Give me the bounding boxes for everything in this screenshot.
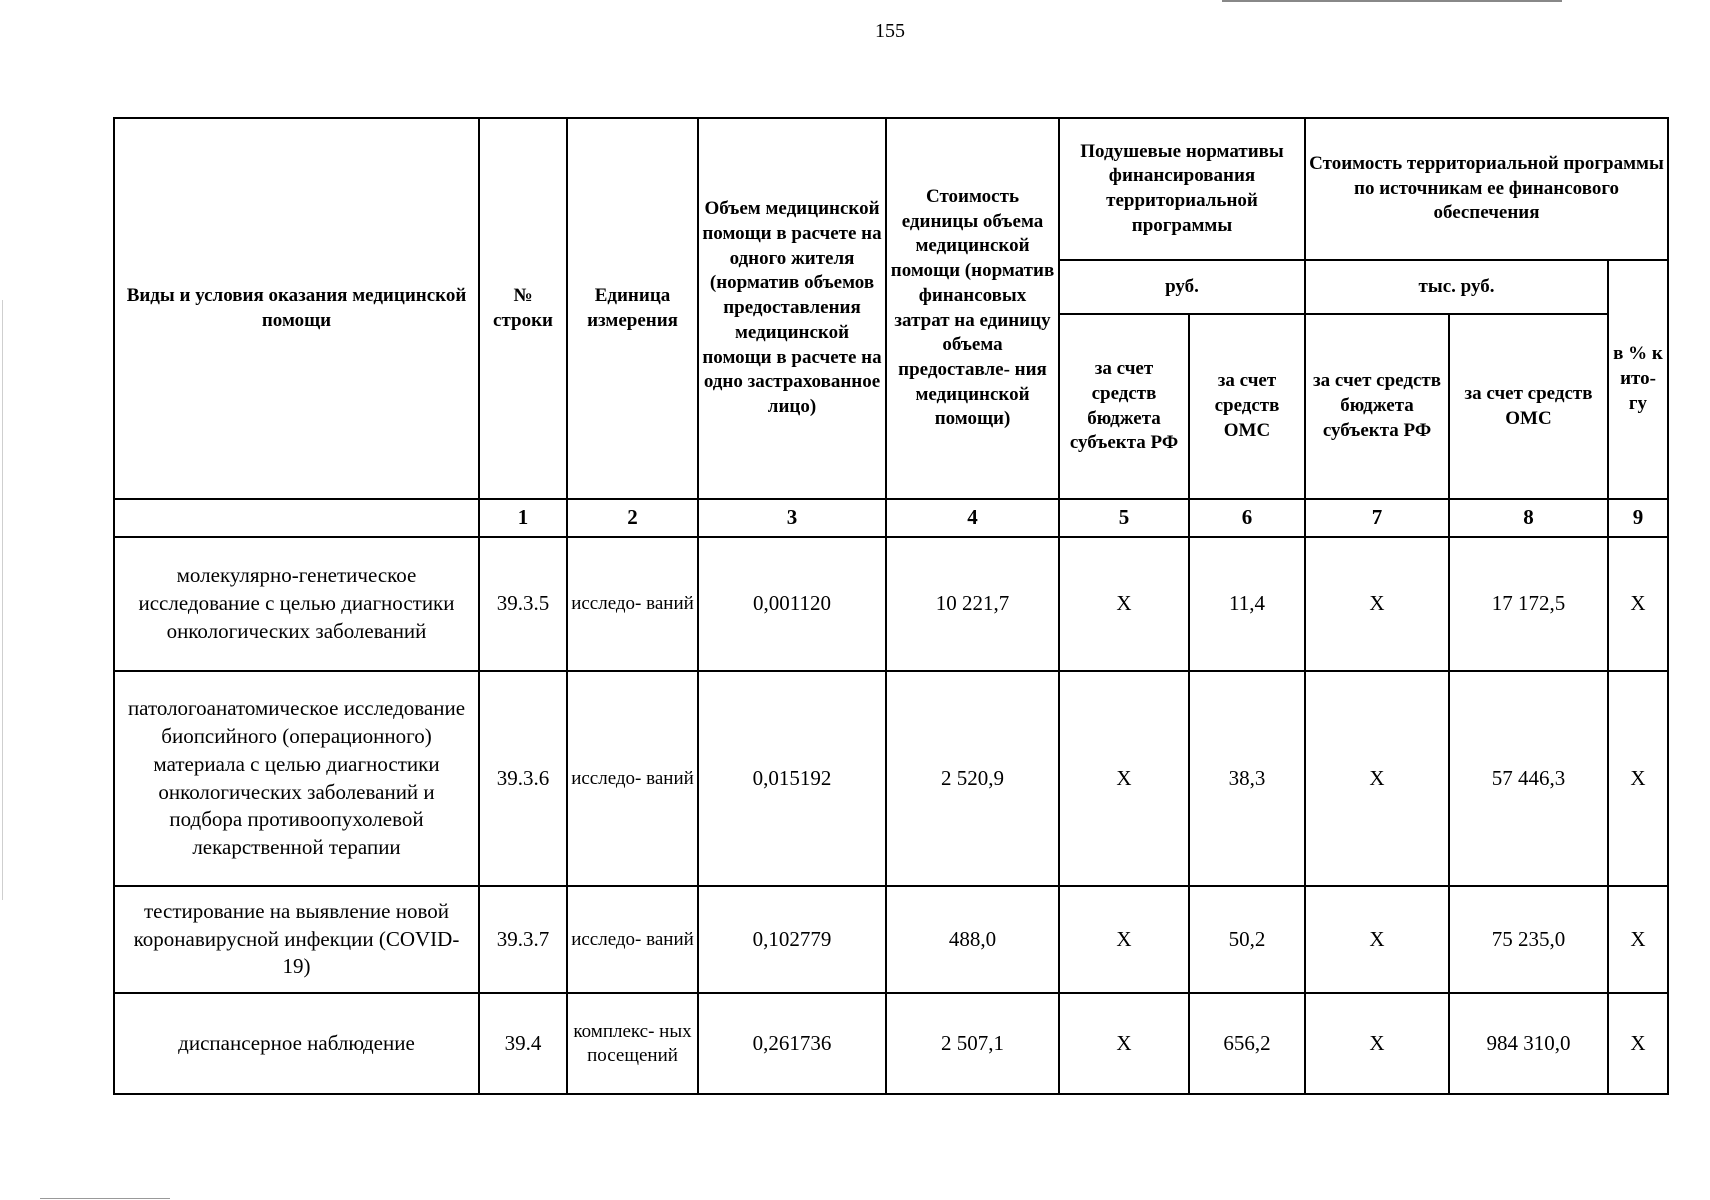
header-name: Виды и условия оказания медицинской помощи (114, 118, 479, 499)
row-unit: комплекс- ных посещений (567, 993, 698, 1094)
row-col8: 984 310,0 (1449, 993, 1608, 1094)
row-col5: X (1059, 537, 1189, 671)
header-volume: Объем медицинской помощи в расчете на одного жителя (норматив объемов предоставления медицинской помощи в расчете на одно застрахованное лицо) (698, 118, 886, 499)
row-cost: 10 221,7 (886, 537, 1059, 671)
header-row-1 (114, 118, 1668, 260)
row-cost: 2 520,9 (886, 671, 1059, 886)
table-row (114, 886, 1668, 993)
header-row-no: № строки (479, 118, 567, 499)
column-number: 8 (1449, 499, 1608, 537)
row-name: патологоанатомическое исследование биопсийного (операционного) материала с целью диагностики онкологических заболеваний и подбора противоопухолевой лекарственной терапии (114, 671, 479, 886)
row-unit: исследо- ваний (567, 886, 698, 993)
row-col8: 75 235,0 (1449, 886, 1608, 993)
row-col9: X (1608, 886, 1668, 993)
row-col7: X (1305, 993, 1449, 1094)
row-number: 39.3.6 (479, 671, 567, 886)
row-col5: X (1059, 993, 1189, 1094)
column-number: 3 (698, 499, 886, 537)
row-col8: 17 172,5 (1449, 537, 1608, 671)
financing-table (113, 117, 1669, 1095)
column-number: 4 (886, 499, 1059, 537)
header-rub: руб. (1059, 260, 1305, 314)
row-volume: 0,102779 (698, 886, 886, 993)
column-number (114, 499, 479, 537)
page-number: 155 (875, 20, 905, 42)
header-col6: за счет средств ОМС (1189, 314, 1305, 499)
header-thousand-rub: тыс. руб. (1305, 260, 1608, 314)
row-col7: X (1305, 537, 1449, 671)
table-row (114, 537, 1668, 671)
header-per-capita-group: Подушевые нормативы финансирования территориальной программы (1059, 118, 1305, 260)
footer-rule (40, 1198, 170, 1199)
row-col9: X (1608, 537, 1668, 671)
header-col8: за счет средств ОМС (1449, 314, 1608, 499)
row-col7: X (1305, 886, 1449, 993)
row-cost: 488,0 (886, 886, 1059, 993)
row-col6: 11,4 (1189, 537, 1305, 671)
row-col6: 50,2 (1189, 886, 1305, 993)
header-col5: за счет средств бюджета субъекта РФ (1059, 314, 1189, 499)
column-number: 6 (1189, 499, 1305, 537)
row-name: молекулярно-генетическое исследование с целью диагностики онкологических заболеваний (114, 537, 479, 671)
scan-edge (2, 300, 3, 900)
row-volume: 0,001120 (698, 537, 886, 671)
row-cost: 2 507,1 (886, 993, 1059, 1094)
row-col7: X (1305, 671, 1449, 886)
column-number: 9 (1608, 499, 1668, 537)
row-volume: 0,261736 (698, 993, 886, 1094)
row-number: 39.4 (479, 993, 567, 1094)
row-col9: X (1608, 993, 1668, 1094)
top-rule (1222, 0, 1562, 2)
row-col9: X (1608, 671, 1668, 886)
row-unit: исследо- ваний (567, 671, 698, 886)
row-col6: 38,3 (1189, 671, 1305, 886)
header-cost: Стоимость единицы объема медицинской помощи (норматив финансовых затрат на единицу объема предоставле- ния медицинской помощи) (886, 118, 1059, 499)
row-col8: 57 446,3 (1449, 671, 1608, 886)
header-unit: Единица измерения (567, 118, 698, 499)
header-col9: в % к ито- гу (1608, 260, 1668, 499)
row-name: тестирование на выявление новой коронавирусной инфекции (COVID-19) (114, 886, 479, 993)
row-col5: X (1059, 671, 1189, 886)
row-number: 39.3.7 (479, 886, 567, 993)
row-number: 39.3.5 (479, 537, 567, 671)
header-col7: за счет средств бюджета субъекта РФ (1305, 314, 1449, 499)
column-number: 5 (1059, 499, 1189, 537)
table-row (114, 993, 1668, 1094)
row-col6: 656,2 (1189, 993, 1305, 1094)
column-number: 7 (1305, 499, 1449, 537)
column-number-row (114, 499, 1668, 537)
column-number: 1 (479, 499, 567, 537)
row-unit: исследо- ваний (567, 537, 698, 671)
column-number: 2 (567, 499, 698, 537)
row-volume: 0,015192 (698, 671, 886, 886)
row-col5: X (1059, 886, 1189, 993)
row-name: диспансерное наблюдение (114, 993, 479, 1094)
table-row (114, 671, 1668, 886)
header-program-cost-group: Стоимость территориальной программы по источникам ее финансового обеспечения (1305, 118, 1668, 260)
